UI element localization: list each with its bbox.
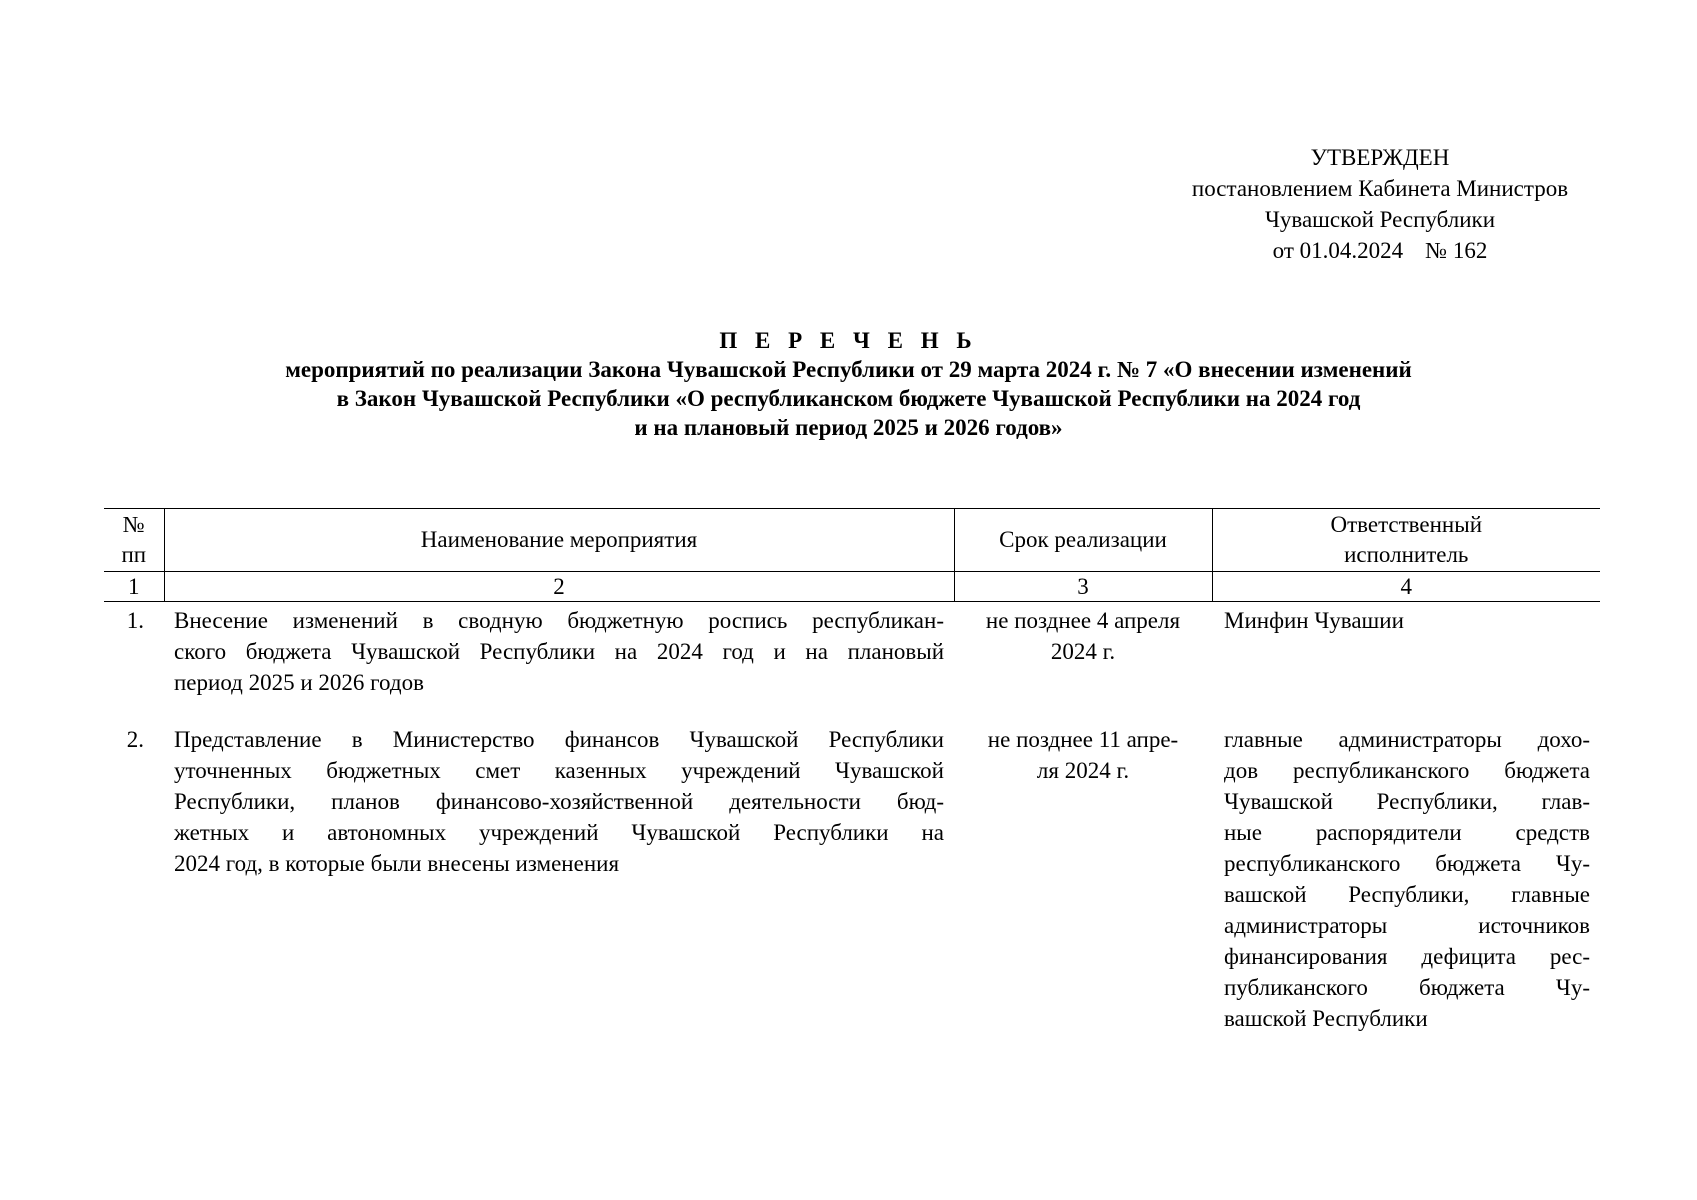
column-number: 3 bbox=[954, 572, 1212, 602]
row-term: не позднее 11 апре- ля 2024 г. bbox=[987, 727, 1179, 783]
approval-date: от 01.04.2024 bbox=[1272, 238, 1404, 263]
header-term: Срок реализации bbox=[954, 509, 1212, 572]
header-number: № пп bbox=[104, 509, 164, 572]
title-line-3: и на плановый период 2025 и 2026 годов» bbox=[634, 415, 1063, 440]
row-index: 2. bbox=[126, 727, 144, 752]
approval-region: Чувашской Республики bbox=[1264, 207, 1496, 232]
table-row bbox=[104, 721, 1600, 1035]
row-responsible: Минфин Чувашии bbox=[1224, 608, 1404, 633]
approval-status: УТВЕРЖДЕН bbox=[1310, 145, 1450, 170]
title-heading: П Е Р Е Ч Е Н Ь bbox=[719, 328, 978, 353]
column-number-row bbox=[104, 572, 1600, 602]
approval-issuer: постановлением Кабинета Министров bbox=[1191, 176, 1569, 201]
approval-number: № 162 bbox=[1425, 238, 1488, 263]
title-line-1: мероприятий по реализации Закона Чувашской Республики от 29 марта 2024 г. № 7 «О внесении изменений bbox=[285, 357, 1412, 382]
measures-table bbox=[104, 508, 1600, 1035]
column-number: 2 bbox=[164, 572, 954, 602]
row-term: не позднее 4 апреля 2024 г. bbox=[985, 608, 1181, 664]
table-row bbox=[104, 602, 1600, 722]
row-measure-name: Представление в Министерство финансов Чувашской Республики уточненных бюджетных смет казенных учреждений Чувашской Республики, планов финансово-хозяйственной деятельности бюд- жетных и автономных учреждений Чувашской Республики на 2024 год, в которые были внесены изменения bbox=[174, 727, 944, 876]
column-number: 1 bbox=[104, 572, 164, 602]
row-measure-name: Внесение изменений в сводную бюджетную роспись республикан- ского бюджета Чувашской Республики на 2024 год и на плановый период 2025 и 2026 годов bbox=[174, 608, 944, 695]
document-title bbox=[100, 326, 1597, 442]
column-number: 4 bbox=[1212, 572, 1600, 602]
row-index: 1. bbox=[126, 608, 144, 633]
header-name: Наименование мероприятия bbox=[164, 509, 954, 572]
table-header-row bbox=[104, 509, 1600, 572]
title-line-2: в Закон Чувашской Республики «О республиканском бюджете Чувашской Республики на 2024 год bbox=[336, 386, 1361, 411]
approval-stamp bbox=[1120, 142, 1640, 266]
approval-date-line bbox=[1120, 235, 1640, 266]
header-responsible: Ответственный исполнитель bbox=[1212, 509, 1600, 572]
row-responsible: главные администраторы дохо- дов республиканского бюджета Чувашской Республики, глав- ные распорядители средств республиканского бюджета Чу- вашской Республики, главные администраторы источников финансирования дефицита рес- публиканского бюджета Чу- вашской Республики bbox=[1224, 727, 1590, 1031]
